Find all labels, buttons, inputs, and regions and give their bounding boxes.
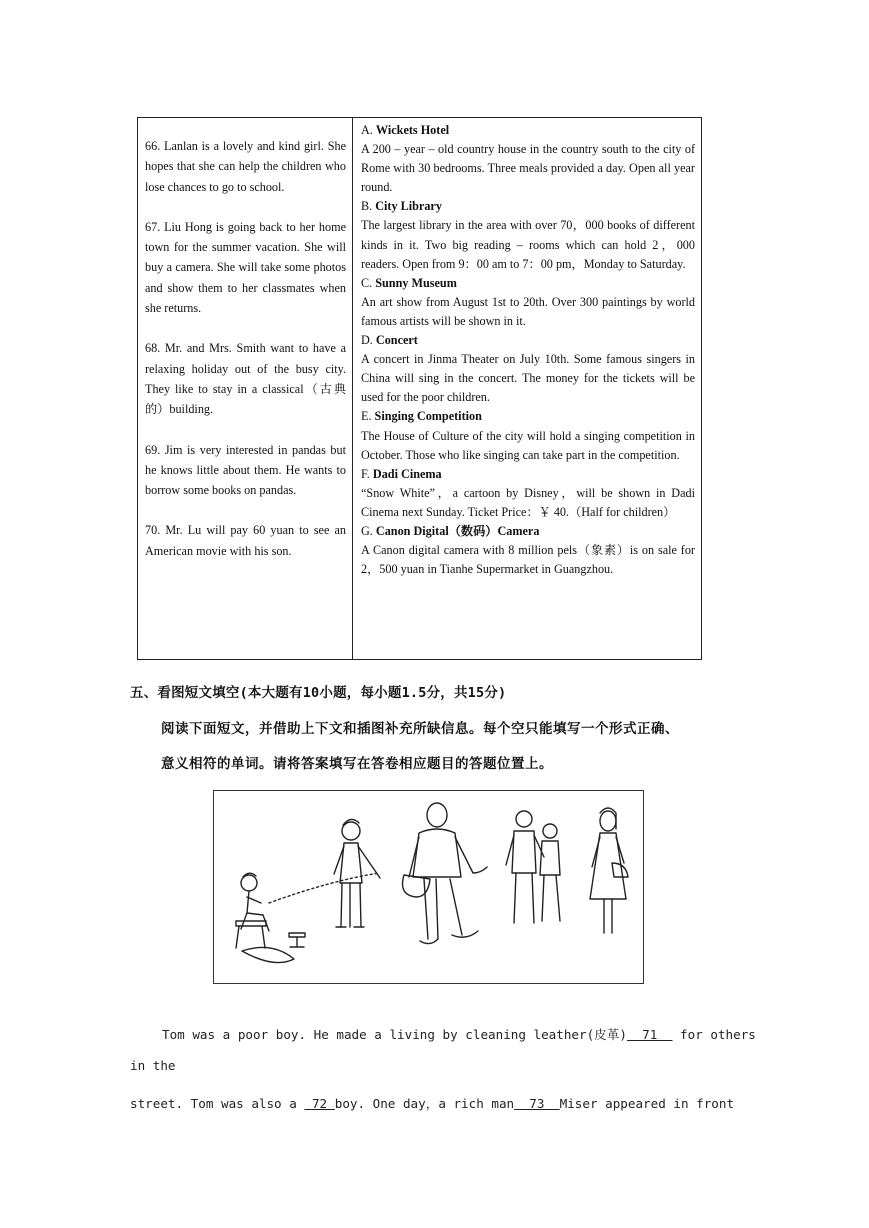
- option-title: Singing Competition: [374, 409, 482, 424]
- option-title: Wickets Hotel: [375, 123, 450, 137]
- passage-text: street. Tom was also a: [130, 1096, 305, 1111]
- option-text: An art show from August 1st to 20th. Over 300 paintings by world famous artists will be shown in it.: [361, 294, 695, 328]
- passage-line-2: in the: [130, 1058, 176, 1073]
- rich-man-figure: [403, 803, 488, 944]
- shoeshine-boy-figure: [236, 873, 305, 962]
- option-letter: D.: [361, 333, 373, 348]
- option-letter: G.: [361, 523, 373, 538]
- passage-text: boy. One day，a rich man: [334, 1096, 515, 1111]
- option-letter: A.: [361, 123, 373, 137]
- passage-text: Miser appeared in front: [559, 1096, 735, 1111]
- instruction-line-1: 阅读下面短文，并借助上下文和插图补充所缺信息。每个空只能填写一个形式正确、: [161, 721, 679, 737]
- option-e: [361, 407, 695, 464]
- blank-71: 71: [626, 1027, 673, 1042]
- option-text: A 200 – year – old country house in the country south to the city of Rome with 30 bedrooms. Three meals provided a day. Open all year round.: [361, 142, 695, 195]
- option-title: Sunny Museum: [375, 275, 457, 290]
- man-figure-1: [334, 819, 380, 927]
- option-letter: E.: [361, 409, 372, 424]
- option-title: Concert: [375, 333, 418, 348]
- option-c: [361, 274, 695, 331]
- option-a: [361, 121, 695, 197]
- option-f: [361, 465, 695, 522]
- passage-line-3: [130, 1093, 734, 1112]
- questions-column: [138, 118, 353, 659]
- option-letter: F.: [361, 466, 370, 481]
- option-g: [361, 522, 695, 579]
- option-letter: B.: [361, 199, 373, 214]
- option-text: A Canon digital camera with 8 million pels（象素）is on sale for 2，500 yuan in Tianhe Supermarket in Guangzhou.: [361, 543, 695, 577]
- question-70: 70. Mr. Lu will pay 60 yuan to see an American movie with his son.: [145, 523, 346, 558]
- section-title: 五、看图短文填空(本大题有10小题，每小题1.5分，共15分): [130, 685, 507, 701]
- question-66: 66. Lanlan is a lovely and kind girl. She hopes that she can help the children who lose chances to go to school.: [145, 139, 346, 194]
- question-68: 68. Mr. and Mrs. Smith want to have a relaxing holiday out of the busy city. They like to stay in a classical（古典的）building.: [145, 341, 346, 417]
- question-67: 67. Liu Hong is going back to her home town for the summer vacation. She will buy a camera. She will take some photos and show them to her classmates when she returns.: [145, 219, 346, 316]
- woman-figure: [590, 808, 628, 933]
- story-illustration: [213, 790, 644, 984]
- option-text: The largest library in the area with over 70，000 books of different kinds in it. Two big reading – rooms which can hold 2，000 readers. Open from 9：00 am to 7：00 pm，Monday to Saturday.: [361, 218, 695, 271]
- men-pair-figure: [506, 811, 560, 923]
- option-title: City Library: [375, 199, 442, 214]
- options-column: [353, 118, 701, 659]
- blank-73: 73: [514, 1096, 560, 1111]
- option-d: [361, 331, 695, 407]
- option-text: “Snow White”，a cartoon by Disney，will be shown in Dadi Cinema next Sunday. Ticket Price：￥ 40.（Half for children）: [361, 485, 695, 519]
- matching-table: [137, 117, 702, 660]
- blank-72: 72: [304, 1096, 335, 1111]
- option-title: Dadi Cinema: [372, 466, 442, 481]
- option-text: A concert in Jinma Theater on July 10th. Some famous singers in China will sing in the concert. The money for the tickets will be used for the poor children.: [361, 352, 695, 405]
- option-b: [361, 197, 695, 273]
- instruction-line-2: 意义相符的单词。请将答案填写在答卷相应题目的答题位置上。: [161, 756, 553, 772]
- passage-text: Tom was a poor boy. He made a living by cleaning leather(皮革): [162, 1027, 627, 1042]
- option-letter: C.: [361, 275, 373, 290]
- question-69: 69. Jim is very interested in pandas but he knows little about them. He wants to borrow some books on pandas.: [145, 442, 346, 498]
- option-title: Canon Digital（数码）Camera: [375, 523, 540, 538]
- passage-line-1: [162, 1024, 756, 1043]
- passage-text: for others: [672, 1027, 756, 1042]
- option-text: The House of Culture of the city will hold a singing competition in October. Those who like singing can take part in the competition.: [361, 428, 695, 462]
